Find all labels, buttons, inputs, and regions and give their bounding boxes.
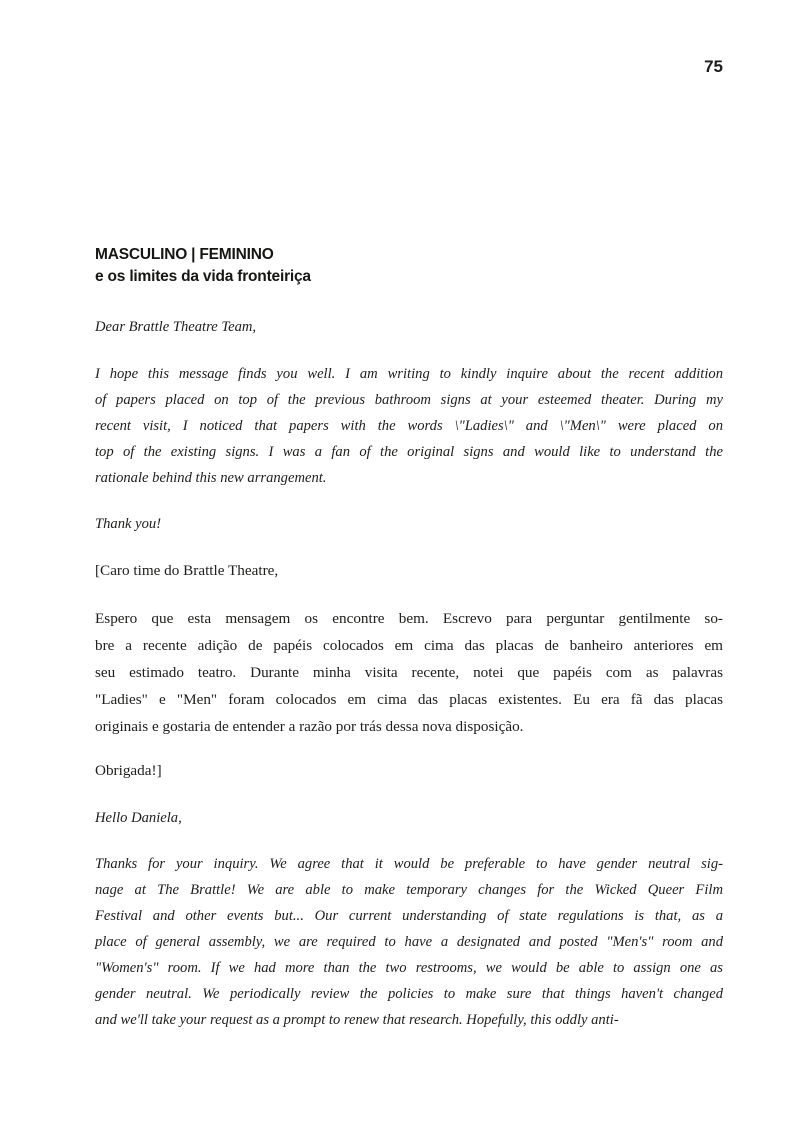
- text-line: Thanks for your inquiry. We agree that it would be preferable to have gender neutral sig-: [95, 856, 723, 872]
- letter-en-salutation: Dear Brattle Theatre Team,: [95, 319, 257, 335]
- article-title-line-1: MASCULINO | FEMININO: [95, 246, 274, 263]
- text-line: place of general assembly, we are required to have a designated and posted "Men's" room and: [95, 934, 723, 950]
- text-line: and we'll take your request as a prompt to renew that research. Hopefully, this oddly anti-: [95, 1012, 619, 1028]
- text-line: gender neutral. We periodically review the policies to make sure that things haven't changed: [95, 986, 723, 1002]
- text-line: nage at The Brattle! We are able to make temporary changes for the Wicked Queer Film: [95, 882, 723, 898]
- text-line: rationale behind this new arrangement.: [95, 470, 327, 486]
- article-title-line-2: e os limites da vida fronteiriça: [95, 268, 311, 285]
- letter-pt-closing: Obrigada!]: [95, 762, 162, 779]
- page-content: [95, 0, 723, 1033]
- page-number: 75: [704, 57, 723, 76]
- text-line: of papers placed on top of the previous bathroom signs at your esteemed theater. During my: [95, 392, 723, 408]
- letter-en-closing: Thank you!: [95, 516, 162, 532]
- text-line: originais e gostaria de entender a razão por trás dessa nova disposição.: [95, 718, 524, 735]
- text-line: recent visit, I noticed that papers with the words \"Ladies\" and \"Men\" were placed on: [95, 418, 723, 434]
- letter-pt-body: [95, 605, 723, 740]
- text-line: bre a recente adição de papéis colocados em cima das placas de banheiro anteriores em: [95, 637, 723, 654]
- text-line: Espero que esta mensagem os encontre bem. Escrevo para perguntar gentilmente so-: [95, 610, 723, 627]
- text-line: Festival and other events but... Our current understanding of state regulations is that, as a: [95, 908, 723, 924]
- reply-salutation: Hello Daniela,: [95, 810, 182, 826]
- reply-body: [95, 851, 723, 1033]
- text-line: seu estimado teatro. Durante minha visita recente, notei que papéis com as palavras: [95, 664, 723, 681]
- text-line: I hope this message finds you well. I am writing to kindly inquire about the recent addition: [95, 366, 723, 382]
- text-line: "Women's" room. If we had more than the two restrooms, we would be able to assign one as: [95, 960, 723, 976]
- text-line: "Ladies" e "Men" foram colocados em cima das placas existentes. Eu era fã das placas: [95, 691, 723, 708]
- letter-pt-salutation: [Caro time do Brattle Theatre,: [95, 562, 279, 579]
- text-line: top of the existing signs. I was a fan of the original signs and would like to understand the: [95, 444, 723, 460]
- letter-en-body: [95, 361, 723, 491]
- article-title: [95, 244, 723, 288]
